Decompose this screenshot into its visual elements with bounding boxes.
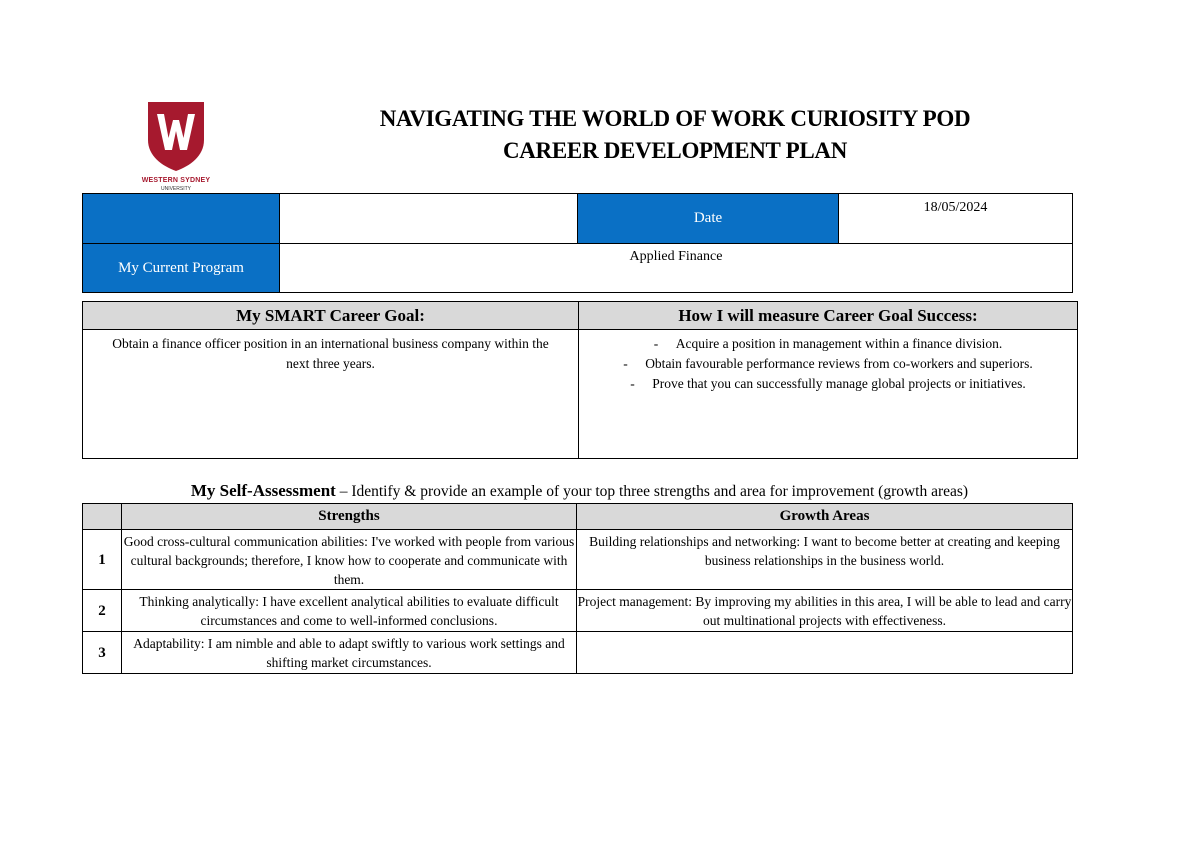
strengths-header: Strengths	[122, 504, 577, 530]
strength-cell[interactable]: Good cross-cultural communication abilities: I've worked with people from various cultural backgrounds; therefore, I know how to cooperate and communicate with them.	[122, 530, 577, 590]
page-subtitle: CAREER DEVELOPMENT PLAN	[502, 138, 848, 163]
strength-cell[interactable]: Adaptability: I am nimble and able to adapt swiftly to various work settings and shifting market circumstances.	[122, 632, 577, 674]
list-item: - Obtain favourable performance reviews from co-workers and superiors.	[599, 354, 1057, 374]
smart-goal-text[interactable]	[83, 330, 579, 459]
strength-cell[interactable]: Thinking analytically: I have excellent analytical abilities to evaluate difficult circumstances and come to well-informed conclusions.	[122, 590, 577, 632]
growth-cell[interactable]	[577, 632, 1073, 674]
growth-cell[interactable]: Project management: By improving my abilities in this area, I will be able to lead and carry out multinational projects with effectiveness.	[577, 590, 1073, 632]
date-label: Date	[578, 194, 839, 244]
row-number: 3	[83, 632, 122, 674]
table-row	[83, 632, 1073, 674]
logo-subtitle: UNIVERSITY	[160, 186, 191, 192]
w-shield-icon	[146, 100, 206, 172]
list-item: - Prove that you can successfully manage global projects or initiatives.	[599, 374, 1057, 394]
self-assessment-table	[82, 503, 1073, 674]
self-assessment-instructions: – Identify & provide an example of your top three strengths and area for improvement (growth areas)	[335, 483, 969, 500]
self-assessment-heading	[82, 481, 1077, 501]
row-number: 2	[83, 590, 122, 632]
goal-text: Obtain a finance officer position in an international business company within the next three years.	[112, 336, 549, 371]
row-number: 1	[83, 530, 122, 590]
smart-goal-header: My SMART Career Goal:	[83, 302, 579, 330]
measure-list	[579, 334, 1077, 394]
university-logo	[136, 100, 216, 196]
table-row	[83, 590, 1073, 632]
self-assessment-title: My Self-Assessment	[190, 481, 336, 500]
page-title: NAVIGATING THE WORLD OF WORK CURIOSITY POD	[379, 106, 971, 131]
logo-wordmark: WESTERN SYDNEY	[141, 177, 211, 184]
program-label: My Current Program	[83, 244, 280, 293]
number-header	[83, 504, 122, 530]
career-goal-table	[82, 301, 1078, 459]
list-item: - Acquire a position in management within a finance division.	[599, 334, 1057, 354]
table-row	[83, 530, 1073, 590]
measure-success-cell[interactable]	[579, 330, 1078, 459]
name-value-field[interactable]	[280, 194, 578, 244]
name-label-cell	[83, 194, 280, 244]
date-value-field[interactable]: 18/05/2024	[839, 194, 1073, 244]
info-table	[82, 193, 1073, 293]
program-value-field[interactable]: Applied Finance	[280, 244, 1073, 293]
growth-cell[interactable]: Building relationships and networking: I want to become better at creating and keeping business relationships in the business world.	[577, 530, 1073, 590]
growth-areas-header: Growth Areas	[577, 504, 1073, 530]
measure-success-header: How I will measure Career Goal Success:	[579, 302, 1078, 330]
